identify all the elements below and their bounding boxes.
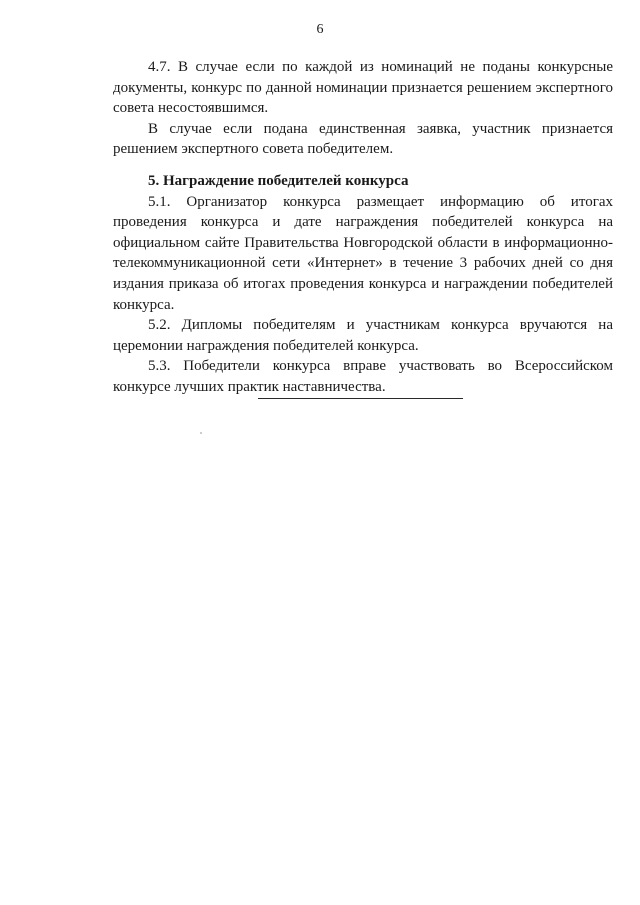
paragraph-5-3: 5.3. Победители конкурса вправе участвовать во Всероссийском конкурсе лучших практик наставничества. (113, 358, 613, 395)
document-body (113, 57, 613, 398)
page-number: 6 (316, 22, 324, 37)
scan-speck (200, 432, 202, 434)
paragraph-single-application: В случае если подана единственная заявка, участник признается решением экспертного совета победителем. (113, 120, 613, 158)
paragraph-4-7: 4.7. В случае если по каждой из номинаций не поданы конкурсные документы, конкурс по данной номинации признается решением экспертного совета несостоявшимся. (113, 59, 613, 117)
paragraph-5-2: 5.2. Дипломы победителям и участникам конкурса вручаются на церемонии награждения победителей конкурса. (113, 317, 613, 354)
section-5-heading: 5. Награждение победителей конкурса (148, 172, 409, 189)
end-separator-line (258, 398, 463, 399)
paragraph-5-1: 5.1. Организатор конкурса размещает информацию об итогах проведения конкурса и дате награждения победителей конкурса на официальном сайте Правительства Новгородской области в информационно-телекоммуникационной сети «Интернет» в течение 3 рабочих дней со дня издания приказа об итогах проведения конкурса и награждении победителей конкурса. (113, 193, 613, 313)
